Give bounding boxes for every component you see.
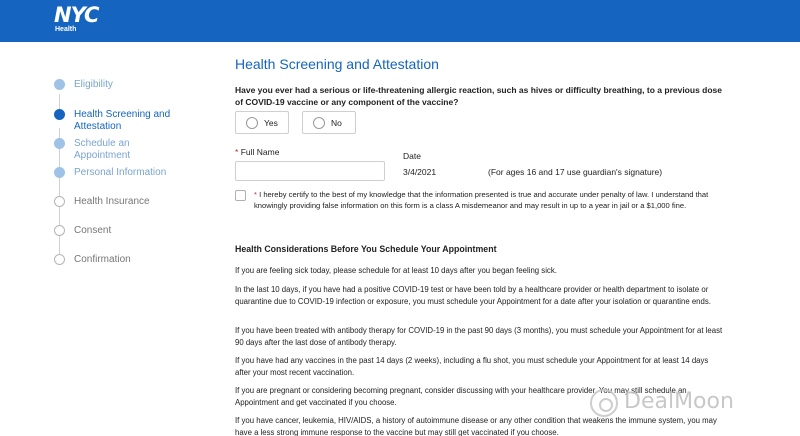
step-label: Schedule an Appointment [74,138,131,161]
section-heading: Health Considerations Before You Schedule Your Appointment [235,244,497,254]
full-name-input[interactable] [235,161,385,181]
answer-no-label: No [331,118,342,128]
step-label: Consent [74,225,112,236]
radio-circle-icon [313,117,325,129]
consideration-paragraph: If you have had any vaccines in the past 14 days (2 weeks), including a flu shot, you must schedule your Appointment for at least 14 days after your most recent vaccination. [235,356,709,377]
attestation-statement: I hereby certify to the best of my knowledge that the information presented is true and accurate under penalty of law. I understand that knowingly providing false information on this form is a class A misdemeanor and may result in up to a year in jail or a $1,000 fine. [254,190,709,210]
page-title: Health Screening and Attestation [235,56,439,72]
step-pending-icon [54,254,65,265]
step-pending-icon [54,196,65,207]
logo-subtitle: Health [55,26,77,33]
nyc-health-logo[interactable] [54,4,98,34]
radio-circle-icon [246,117,258,129]
step-label: Eligibility [74,79,113,90]
step-complete-icon [54,138,65,149]
attestation-text [254,189,720,211]
full-name-label [235,147,279,157]
date-value: 3/4/2021 [403,167,437,177]
site-header [0,0,800,42]
consideration-paragraph: In the last 10 days, if you have had a positive COVID-19 test or have been told by a healthcare provider or health department to isolate or quarantine due to COVID-19 infection or exposure, you must schedule your Appointment for a date after your isolation or quarantine ends. [235,285,711,306]
consideration-paragraph: If you are pregnant or considering becoming pregnant, consider discussing with your healthcare provider. You may still schedule an Appointment and get vaccinated if you choose. [235,386,687,407]
logo-mark: NYC [54,3,99,27]
allergy-question: Have you ever had a serious or life-threatening allergic reaction, such as hives or difficulty breathing, to a previous dose of COVID-19 vaccine or any component of the vaccine? [235,85,722,107]
date-label: Date [403,151,421,161]
dealmoon-logo-icon [590,389,618,417]
consideration-paragraph: If you have cancer, leukemia, HIV/AIDS, a history of autoimmune disease or any other condition that weakens the immune system, you may have a less strong immune response to the vaccine but may still get vaccinated if you choose. [235,416,717,436]
step-label: Personal Information [74,167,167,178]
attestation-checkbox[interactable] [235,190,246,201]
required-marker: * [235,147,239,157]
full-name-label-text: Full Name [240,147,280,157]
dealmoon-watermark [590,386,790,422]
required-marker: * [254,190,257,199]
step-label: Health Screening and Attestation [74,109,171,132]
consideration-paragraph: If you have been treated with antibody therapy for COVID-19 in the past 90 days (3 months), you must schedule your Appointment for at least 90 days after the last dose of antibody therapy. [235,326,723,347]
watermark-text: DealMoon [624,389,734,414]
step-label: Health Insurance [74,196,150,207]
step-label: Confirmation [74,254,131,265]
step-complete-icon [54,167,65,178]
guardian-note: (For ages 16 and 17 use guardian's signature) [488,167,663,177]
step-pending-icon [54,225,65,236]
step-complete-icon [54,79,65,90]
consideration-paragraph: If you are feeling sick today, please schedule for at least 10 days after you began feeling sick. [235,266,557,275]
answer-no-button[interactable] [302,111,356,134]
step-current-icon [54,109,65,120]
answer-yes-label: Yes [264,118,278,128]
answer-yes-button[interactable] [235,111,289,134]
progress-line-top [59,94,60,110]
